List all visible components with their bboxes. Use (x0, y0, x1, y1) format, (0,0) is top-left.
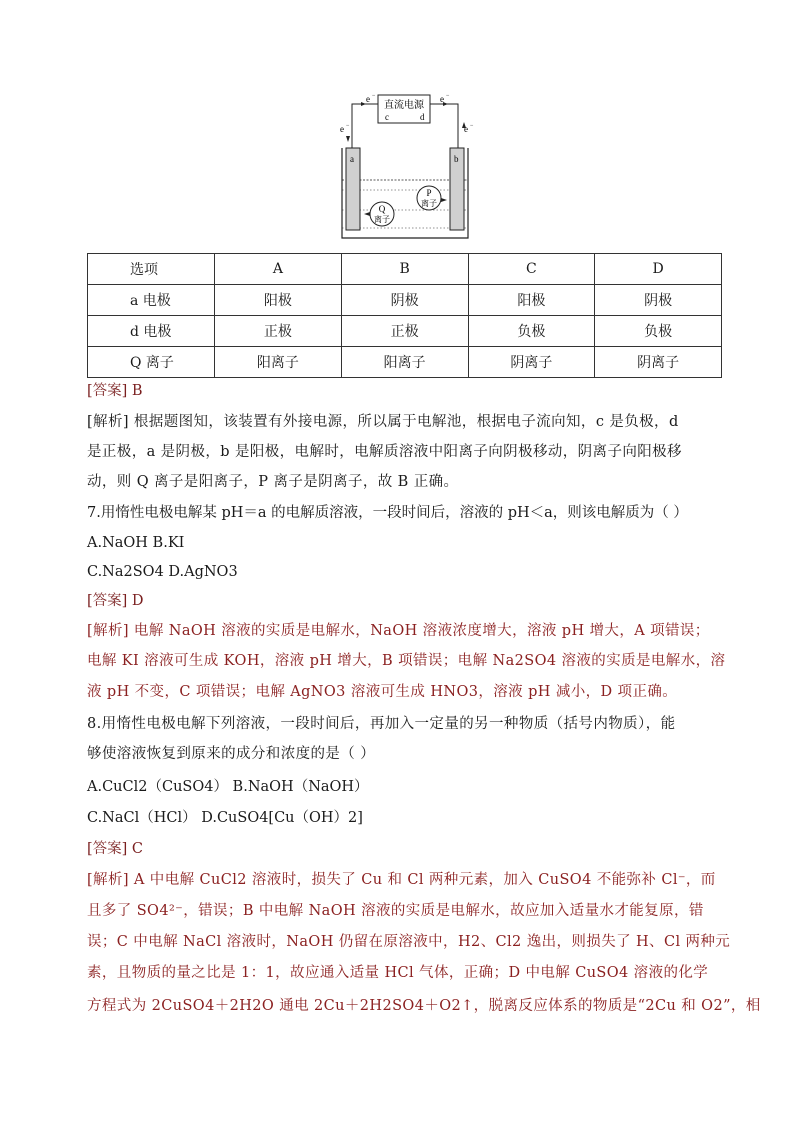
svg-text:−: − (470, 123, 474, 129)
table-cell: a 电极 (88, 285, 215, 316)
table-cell: 负极 (595, 316, 722, 347)
arrow-down-left-icon (346, 136, 350, 142)
table-cell: B (341, 254, 468, 285)
table-cell: 阴离子 (595, 347, 722, 378)
q8-answer: [答案] C (87, 841, 144, 857)
table-cell: 阴极 (341, 285, 468, 316)
q6-analysis-line-1: [解析] 根据题图知，该装置有外接电源，所以属于电解池，根据电子流向知，c 是负极，d (87, 414, 679, 430)
table-cell: 阴极 (595, 285, 722, 316)
left-wire (352, 104, 378, 148)
table-cell: 正极 (215, 316, 342, 347)
electrode-a-label: a (350, 154, 354, 164)
q7-analysis-line-3: 液 pH 不变，C 项错误；电解 AgNO3 溶液可生成 HNO3，溶液 pH 减小，D 项正确。 (87, 684, 678, 700)
svg-text:−: − (346, 123, 350, 129)
table-cell: D (595, 254, 722, 285)
table-cell: 阳极 (215, 285, 342, 316)
table-header-row (88, 254, 722, 285)
q7-options-ab: A.NaOH B.KI (87, 535, 185, 551)
p-ion-arrow-icon (441, 198, 447, 202)
electrolysis-apparatus-figure (336, 90, 476, 240)
table-cell: C (468, 254, 595, 285)
q7-analysis-line-2: 电解 KI 溶液可生成 KOH，溶液 pH 增大，B 项错误；电解 Na2SO4 溶液的实质是电解水，溶 (87, 653, 726, 669)
q8-stem-line-2: 够使溶液恢复到原来的成分和浓度的是（ ） (87, 746, 376, 762)
q6-analysis-line-2: 是正极，a 是阴极，b 是阳极，电解时，电解质溶液中阳离子向阴极移动，阴离子向阳极移 (87, 444, 682, 460)
q6-answer: [答案] B (87, 383, 143, 399)
table-row (88, 285, 722, 316)
table-cell: Q 离子 (88, 347, 215, 378)
power-source-label: 直流电源 (384, 100, 424, 111)
electron-label-top-left: e (366, 94, 370, 104)
table-row (88, 347, 722, 378)
table-cell: 阴离子 (468, 347, 595, 378)
q8-stem-line-1: 8.用惰性电极电解下列溶液，一段时间后，再加入一定量的另一种物质（括号内物质），能 (87, 716, 676, 732)
q8-options-ab: A.CuCl2（CuSO4） B.NaOH（NaOH） (87, 779, 369, 795)
table-cell: 阳离子 (215, 347, 342, 378)
electron-label-top-right: e (440, 94, 444, 104)
table-cell: 阳极 (468, 285, 595, 316)
q-ion-letter: Q (378, 204, 386, 214)
electrolysis-diagram (336, 90, 476, 240)
table-cell: 正极 (341, 316, 468, 347)
table-cell: A (215, 254, 342, 285)
p-ion-letter: P (426, 188, 432, 198)
options-table (87, 253, 722, 378)
q8-analysis-line-4: 素，且物质的量之比是 1：1，故应通入适量 HCl 气体，正确；D 中电解 CuSO4 溶液的化学 (87, 965, 709, 981)
terminal-c-label: c (385, 112, 389, 122)
q7-options-cd: C.Na2SO4 D.AgNO3 (87, 564, 238, 580)
right-wire (430, 104, 458, 148)
q-ion-word: 离子 (374, 215, 390, 224)
table-cell: 负极 (468, 316, 595, 347)
p-ion-word: 离子 (421, 199, 437, 208)
q8-analysis-line-3: 误；C 中电解 NaCl 溶液时，NaOH 仍留在原溶液中，H2、Cl2 逸出，则损失了 H、Cl 两种元 (87, 934, 731, 950)
svg-text:−: − (446, 93, 450, 99)
electron-label-left: e (340, 124, 344, 134)
q-ion-arrow-icon (364, 212, 370, 216)
electrode-b-label: b (454, 154, 459, 164)
q8-analysis-line-2: 且多了 SO4²⁻，错误；B 中电解 NaOH 溶液的实质是电解水，故应加入适量水才能复原，错 (87, 903, 704, 919)
terminal-d-label: d (420, 112, 425, 122)
q7-analysis-line-1: [解析] 电解 NaOH 溶液的实质是电解水，NaOH 溶液浓度增大，溶液 pH 增大，A 项错误； (87, 623, 710, 639)
q7-answer: [答案] D (87, 593, 144, 609)
table-cell: 选项 (88, 254, 215, 285)
table-cell: d 电极 (88, 316, 215, 347)
q7-stem: 7.用惰性电极电解某 pH＝a 的电解质溶液，一段时间后，溶液的 pH＜a，则该电解质为（ ） (87, 505, 688, 521)
svg-text:−: − (372, 93, 376, 99)
electron-label-right: e (464, 124, 468, 134)
q8-analysis-line-1: [解析] A 中电解 CuCl2 溶液时，损失了 Cu 和 Cl 两种元素，加入 CuSO4 不能弥补 Cl⁻，而 (87, 872, 716, 888)
table-row (88, 316, 722, 347)
q6-analysis-line-3: 动，则 Q 离子是阳离子，P 离子是阴离子，故 B 正确。 (87, 474, 459, 490)
beaker (342, 148, 468, 238)
table-cell: 阳离子 (341, 347, 468, 378)
q8-options-cd: C.NaCl（HCl） D.CuSO4[Cu（OH）2] (87, 810, 363, 826)
q8-analysis-line-5: 方程式为 2CuSO4＋2H2O 通电 2Cu＋2H2SO4＋O2↑，脱离反应体系的物质是“2Cu 和 O2”，相 (87, 998, 761, 1014)
